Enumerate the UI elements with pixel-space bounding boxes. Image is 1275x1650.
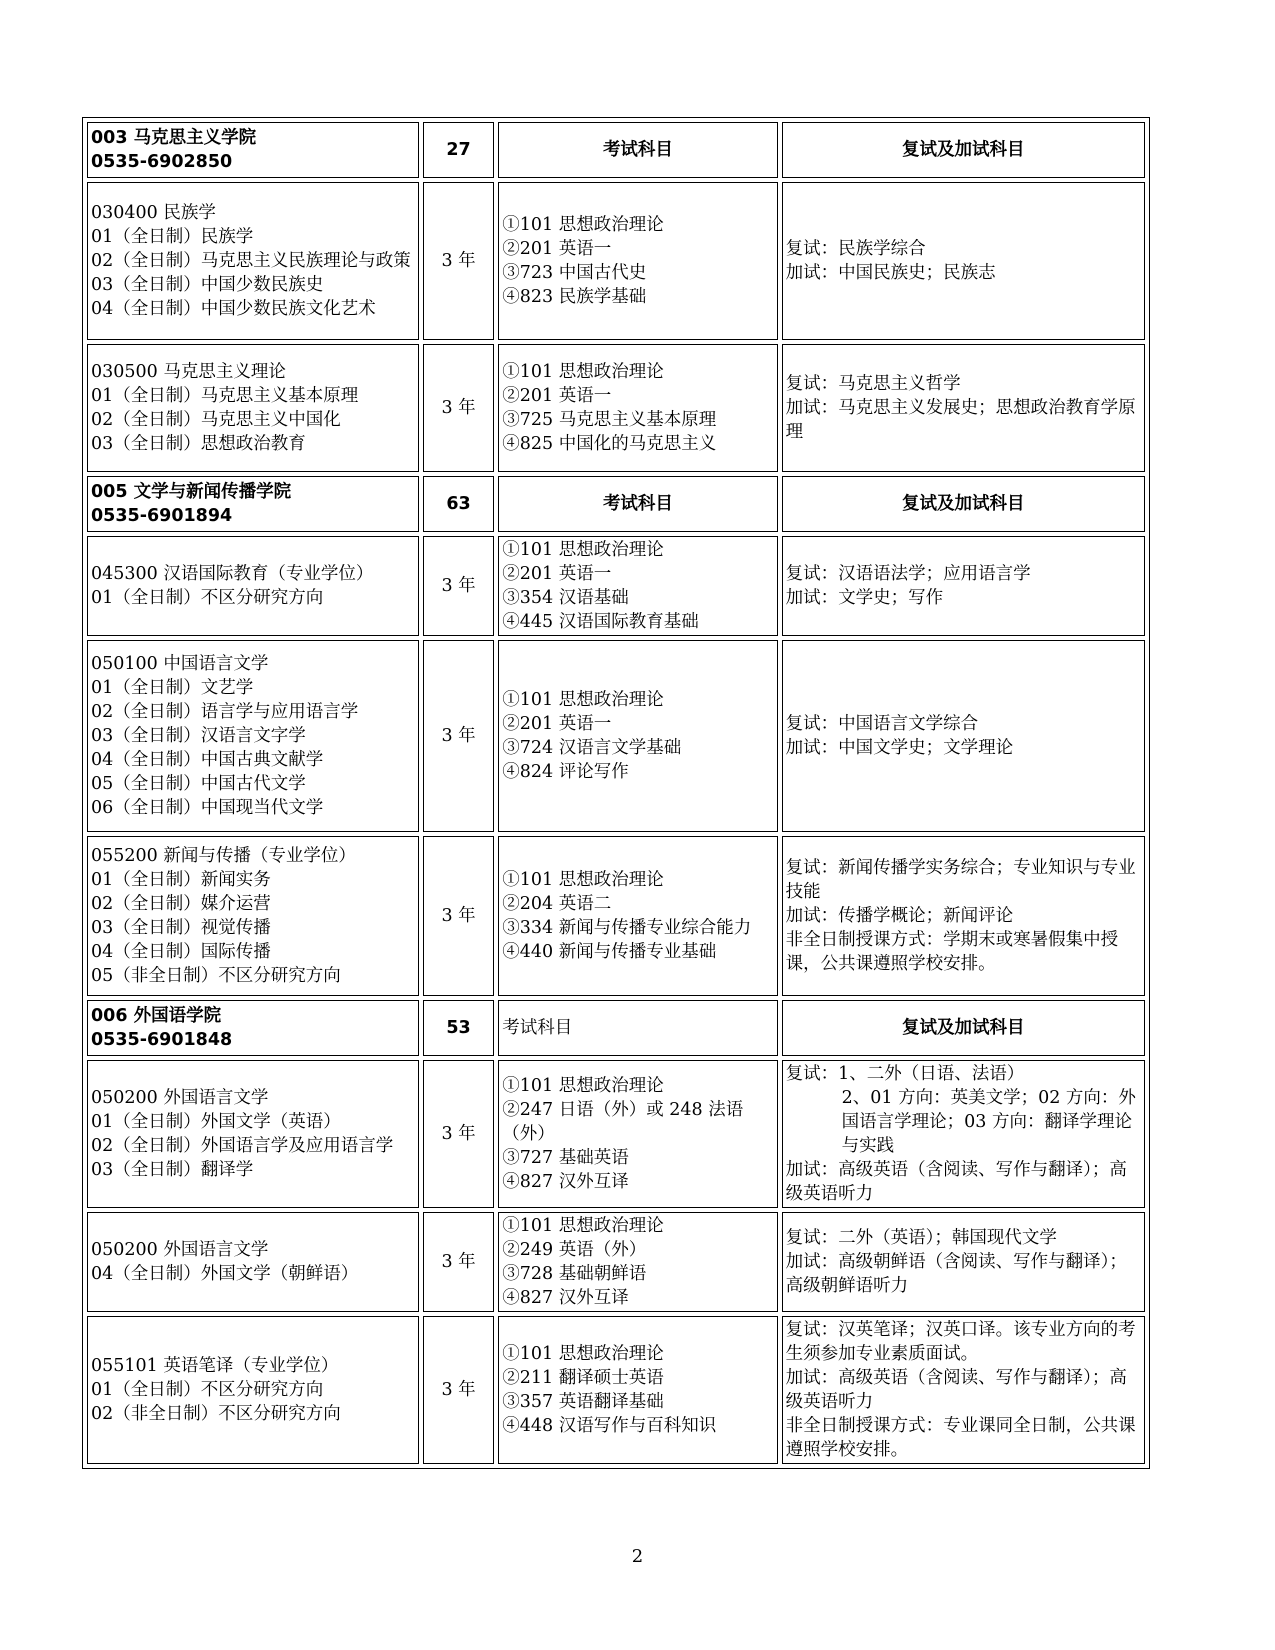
exam-line: ①101 思想政治理论	[502, 1216, 664, 1236]
retest-cell	[782, 182, 1145, 340]
retest-line: 加试：高级英语（含阅读、写作与翻译）；高级英语听力	[785, 1160, 1127, 1204]
exam-line: ③724 汉语言文学基础	[502, 738, 682, 758]
exam-cell	[498, 640, 777, 832]
duration: 3 年	[423, 182, 494, 340]
program-line: 06（全日制）中国现当代文学	[91, 798, 324, 818]
duration: 3 年	[423, 640, 494, 832]
exam-line: ①101 思想政治理论	[502, 870, 664, 890]
program-line: 03（全日制）思想政治教育	[91, 434, 306, 454]
program-line: 055101 英语笔译（专业学位）	[91, 1356, 339, 1376]
college-name-cell	[87, 476, 419, 532]
exam-line: ③723 中国古代史	[502, 263, 647, 283]
college-header-row	[87, 476, 1145, 532]
duration: 3 年	[423, 836, 494, 996]
exam-line: ①101 思想政治理论	[502, 215, 664, 235]
program-row	[87, 1212, 1145, 1312]
college-name: 005 文学与新闻传播学院	[91, 482, 292, 502]
exam-line: ②201 英语一	[502, 564, 612, 584]
program-line: 01（全日制）民族学	[91, 227, 254, 247]
exam-line: ①101 思想政治理论	[502, 1344, 664, 1364]
exam-cell	[498, 1316, 777, 1464]
program-row	[87, 536, 1145, 636]
program-line: 02（全日制）马克思主义中国化	[91, 410, 341, 430]
retest-cell	[782, 1316, 1145, 1464]
program-line: 05（全日制）中国古代文学	[91, 774, 306, 794]
retest-cell	[782, 1212, 1145, 1312]
retest-line: 复试：1、二外（日语、法语）	[785, 1064, 1025, 1084]
exam-line: ③727 基础英语	[502, 1148, 629, 1168]
exam-line: ④445 汉语国际教育基础	[502, 612, 699, 632]
program-cell	[87, 182, 419, 340]
retest-line: 复试：中国语言文学综合	[785, 714, 979, 734]
program-cell	[87, 344, 419, 472]
program-row	[87, 836, 1145, 996]
page-number: 2	[631, 1546, 644, 1567]
program-row	[87, 182, 1145, 340]
program-line: 04（全日制）中国古典文献学	[91, 750, 324, 770]
exam-subjects-header: 考试科目	[498, 1000, 777, 1056]
exam-line: ④827 汉外互译	[502, 1172, 629, 1192]
retest-line: 非全日制授课方式：专业课同全日制，公共课遵照学校安排。	[785, 1416, 1136, 1460]
duration: 3 年	[423, 1060, 494, 1208]
retest-line: 复试：汉语语法学；应用语言学	[785, 564, 1031, 584]
exam-line: ②247 日语（外）或 248 法语（外）	[502, 1100, 744, 1144]
exam-line: ③354 汉语基础	[502, 588, 629, 608]
program-line: 01（全日制）马克思主义基本原理	[91, 386, 359, 406]
retest-cell	[782, 1060, 1145, 1208]
college-name-cell	[87, 1000, 419, 1056]
college-phone: 0535-6902850	[91, 152, 233, 172]
exam-cell	[498, 182, 777, 340]
program-line: 03（全日制）汉语言文字学	[91, 726, 306, 746]
program-row	[87, 1316, 1145, 1464]
program-line: 03（全日制）翻译学	[91, 1160, 254, 1180]
retest-line: 加试：文学史；写作	[785, 588, 944, 608]
program-cell	[87, 836, 419, 996]
exam-line: ④440 新闻与传播专业基础	[502, 942, 717, 962]
program-line: 03（全日制）视觉传播	[91, 918, 271, 938]
program-line: 02（全日制）媒介运营	[91, 894, 271, 914]
retest-cell	[782, 640, 1145, 832]
exam-cell	[498, 1060, 777, 1208]
program-line: 030400 民族学	[91, 203, 216, 223]
exam-line: ①101 思想政治理论	[502, 362, 664, 382]
retest-line: 复试：二外（英语）；韩国现代文学	[785, 1228, 1057, 1248]
retest-subjects-header: 复试及加试科目	[782, 476, 1145, 532]
exam-line: ②211 翻译硕士英语	[502, 1368, 664, 1388]
retest-line: 加试：高级英语（含阅读、写作与翻译）；高级英语听力	[785, 1368, 1127, 1412]
retest-line: 复试：马克思主义哲学	[785, 374, 961, 394]
program-line: 02（全日制）外国语言学及应用语言学	[91, 1136, 394, 1156]
program-line: 02（非全日制）不区分研究方向	[91, 1404, 341, 1424]
exam-line: ③357 英语翻译基础	[502, 1392, 664, 1412]
exam-line: ③728 基础朝鲜语	[502, 1264, 647, 1284]
exam-line: ④824 评论写作	[502, 762, 629, 782]
retest-line: 加试：高级朝鲜语（含阅读、写作与翻译）；高级朝鲜语听力	[785, 1252, 1127, 1296]
program-line: 01（全日制）不区分研究方向	[91, 588, 324, 608]
program-line: 055200 新闻与传播（专业学位）	[91, 846, 356, 866]
admissions-table	[82, 117, 1150, 1469]
college-phone: 0535-6901894	[91, 506, 233, 526]
program-row	[87, 640, 1145, 832]
program-line: 02（全日制）马克思主义民族理论与政策	[91, 251, 411, 271]
exam-line: ②201 英语一	[502, 386, 612, 406]
program-row	[87, 344, 1145, 472]
exam-line: ④448 汉语写作与百科知识	[502, 1416, 717, 1436]
college-name: 006 外国语学院	[91, 1006, 222, 1026]
retest-line: 非全日制授课方式：学期末或寒暑假集中授课，公共课遵照学校安排。	[785, 930, 1119, 974]
retest-line: 2、01 方向：英美文学；02 方向：外国语言学理论；03 方向：翻译学理论与实践	[841, 1088, 1136, 1156]
retest-line: 加试：中国文学史；文学理论	[785, 738, 1014, 758]
program-line: 04（全日制）中国少数民族文化艺术	[91, 299, 376, 319]
program-line: 02（全日制）语言学与应用语言学	[91, 702, 359, 722]
retest-subjects-header: 复试及加试科目	[782, 1000, 1145, 1056]
program-cell	[87, 1212, 419, 1312]
exam-cell	[498, 836, 777, 996]
retest-line: 加试：传播学概论；新闻评论	[785, 906, 1014, 926]
exam-line: ②201 英语一	[502, 239, 612, 259]
program-cell	[87, 1060, 419, 1208]
retest-line: 加试：中国民族史；民族志	[785, 263, 996, 283]
duration: 3 年	[423, 536, 494, 636]
retest-line: 复试：民族学综合	[785, 239, 926, 259]
program-line: 030500 马克思主义理论	[91, 362, 286, 382]
retest-cell	[782, 836, 1145, 996]
program-line: 04（全日制）国际传播	[91, 942, 271, 962]
program-line: 050100 中国语言文学	[91, 654, 269, 674]
retest-subjects-header: 复试及加试科目	[782, 122, 1145, 178]
program-line: 050200 外国语言文学	[91, 1088, 269, 1108]
retest-line: 复试：汉英笔译；汉英口译。该专业方向的考生须参加专业素质面试。	[785, 1320, 1136, 1364]
exam-cell	[498, 536, 777, 636]
exam-cell	[498, 1212, 777, 1312]
program-line: 01（全日制）不区分研究方向	[91, 1380, 324, 1400]
exam-line: ①101 思想政治理论	[502, 540, 664, 560]
exam-line: ②249 英语（外）	[502, 1240, 647, 1260]
duration: 3 年	[423, 1212, 494, 1312]
program-line: 01（全日制）新闻实务	[91, 870, 271, 890]
exam-line: ④825 中国化的马克思主义	[502, 434, 717, 454]
exam-cell	[498, 344, 777, 472]
enrollment-count: 63	[423, 476, 494, 532]
college-name-cell	[87, 122, 419, 178]
enrollment-count: 27	[423, 122, 494, 178]
duration: 3 年	[423, 344, 494, 472]
retest-cell	[782, 536, 1145, 636]
program-line: 045300 汉语国际教育（专业学位）	[91, 564, 374, 584]
program-line: 01（全日制）文艺学	[91, 678, 254, 698]
program-cell	[87, 1316, 419, 1464]
exam-line: ④827 汉外互译	[502, 1288, 629, 1308]
retest-cell	[782, 344, 1145, 472]
exam-line: ②201 英语一	[502, 714, 612, 734]
program-line: 050200 外国语言文学	[91, 1240, 269, 1260]
retest-line: 加试：马克思主义发展史；思想政治教育学原理	[785, 398, 1136, 442]
college-phone: 0535-6901848	[91, 1030, 233, 1050]
exam-line: ①101 思想政治理论	[502, 1076, 664, 1096]
duration: 3 年	[423, 1316, 494, 1464]
program-row	[87, 1060, 1145, 1208]
college-header-row	[87, 122, 1145, 178]
program-line: 04（全日制）外国文学（朝鲜语）	[91, 1264, 359, 1284]
retest-line: 复试：新闻传播学实务综合；专业知识与专业技能	[785, 858, 1136, 902]
program-line: 05（非全日制）不区分研究方向	[91, 966, 341, 986]
exam-line: ④823 民族学基础	[502, 287, 647, 307]
college-header-row	[87, 1000, 1145, 1056]
exam-subjects-header: 考试科目	[498, 122, 777, 178]
exam-line: ②204 英语二	[502, 894, 612, 914]
program-cell	[87, 640, 419, 832]
enrollment-count: 53	[423, 1000, 494, 1056]
exam-line: ③725 马克思主义基本原理	[502, 410, 717, 430]
program-line: 03（全日制）中国少数民族史	[91, 275, 324, 295]
exam-line: ①101 思想政治理论	[502, 690, 664, 710]
exam-subjects-header: 考试科目	[498, 476, 777, 532]
college-name: 003 马克思主义学院	[91, 128, 257, 148]
program-cell	[87, 536, 419, 636]
exam-line: ③334 新闻与传播专业综合能力	[502, 918, 752, 938]
program-line: 01（全日制）外国文学（英语）	[91, 1112, 341, 1132]
